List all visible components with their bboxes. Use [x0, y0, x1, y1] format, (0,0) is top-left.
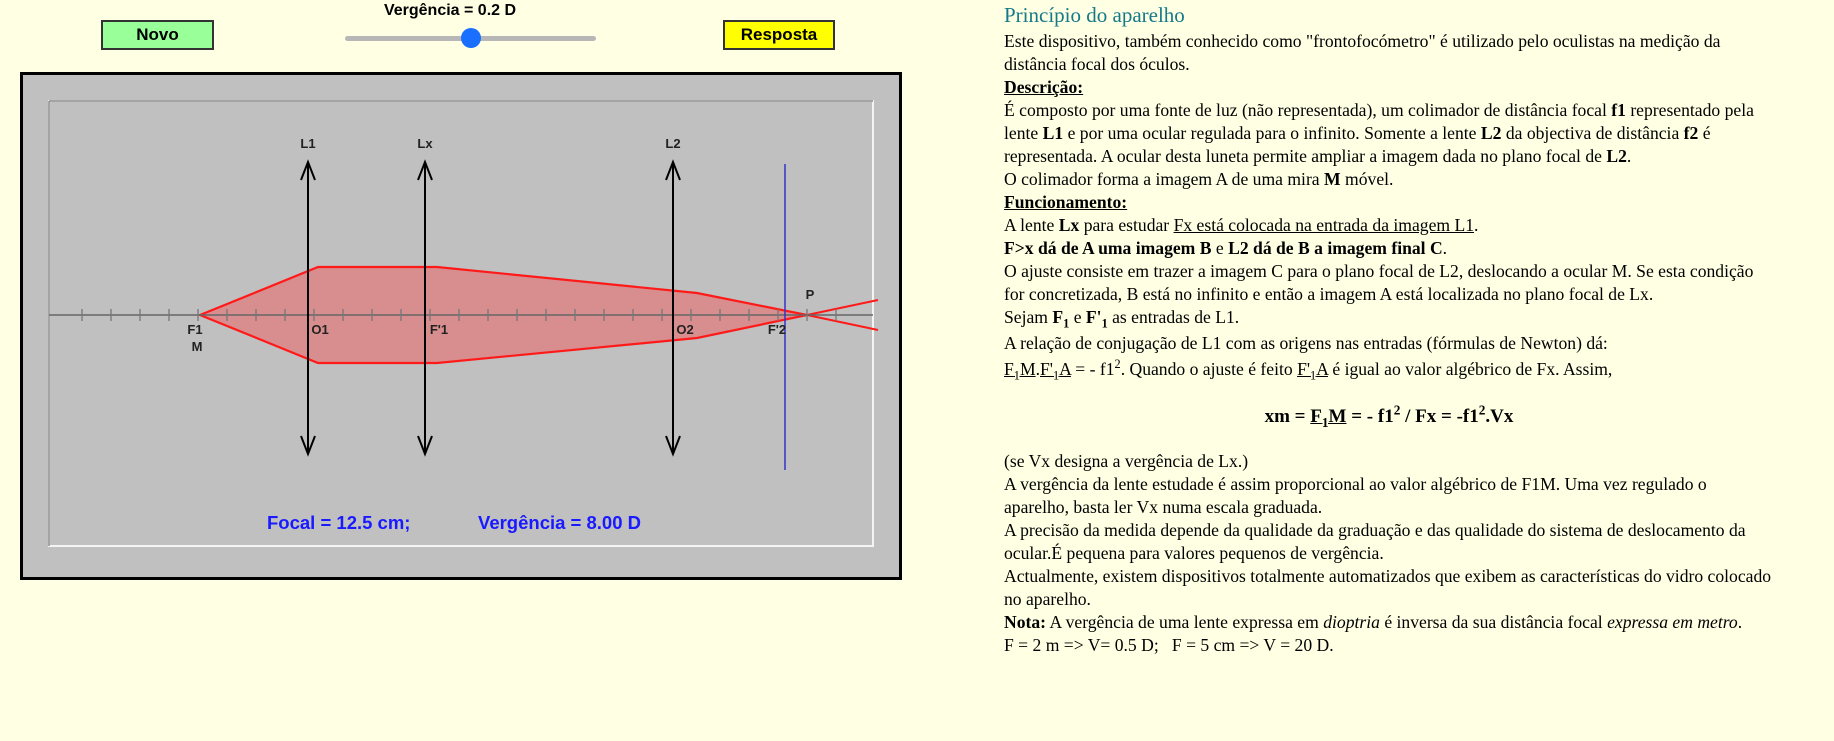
colimador-paragraph: O colimador forma a imagem A de uma mira M móvel.: [1004, 169, 1394, 189]
label-l2: L2: [665, 136, 681, 151]
funcionamento-bold-line: F>x dá de A uma imagem B e L2 dá de B a imagem final C.: [1004, 238, 1448, 258]
resposta-button[interactable]: Resposta: [723, 20, 835, 50]
sejam-line: Sejam $F_1$ e $F'_1$ as entradas de L1.: [1004, 307, 1240, 331]
funcionamento-paragraph: A lente Lx para estudar Fx está colocada na entrada da imagem L1.: [1004, 215, 1479, 235]
relacao-line: A relação de conjugação de L1 com as origens nas entradas (fórmulas de Newton) dá:: [1004, 333, 1608, 353]
section-title: Princípio do aparelho: [1004, 3, 1185, 27]
nota-paragraph: Nota: A vergência de uma lente expressa em dioptria é inversa da sua distância focal expressa em metro.: [1004, 612, 1743, 632]
actualmente-paragraph: Actualmente, existem dispositivos totalmente automatizados que exibem as características do vidro colocado no aparelho.: [1004, 566, 1772, 609]
explanation-panel: [1004, 2, 1774, 657]
exemplo-line: F = 2 m => V= 0.5 D; F = 5 cm => V = 20 D.: [1004, 635, 1334, 655]
descricao-heading: Descrição:: [1004, 77, 1084, 97]
label-fprime1: F'1: [429, 322, 449, 337]
se-vx-line: (se Vx designa a vergência de Lx.): [1004, 451, 1249, 471]
optical-diagram: [20, 72, 902, 580]
label-o2: O2: [676, 322, 694, 337]
vergencia-slider-label: Vergência = 0.2 D: [383, 2, 517, 19]
focal-readout: Focal = 12.5 cm;: [267, 512, 411, 533]
precisao-paragraph: A precisão da medida depende da qualidade da graduação e das qualidade do sistema de deslocamento da ocular.É pequena para valores pequenos de vergência.: [1004, 520, 1746, 563]
newton-line: $F_1M.F'_1A$ = - $f1^2$. Quando o ajuste é feito $F'_1A$ é igual ao valor algébrico de Fx. Assim,: [1004, 357, 1613, 383]
main-formula: xm = $F_1M$ = - $f1^2 / Fx = -f1^2.Vx$: [1264, 402, 1514, 430]
novo-button[interactable]: Novo: [101, 20, 214, 50]
label-o1: O1: [311, 322, 329, 337]
label-lx: Lx: [417, 136, 433, 151]
vergencia-paragraph: A vergência da lente estudade é assim proporcional ao valor algébrico de F1M. Uma vez regulado o aparelho, basta ler Vx numa escala graduada.: [1004, 474, 1707, 517]
descricao-paragraph: É composto por uma fonte de luz (não representada), um colimador de distância focal f1 representado pela lente L1 e por uma ocular regulada para o infinito. Somente a lente L2 da objectiva de distância f2 é representada. A ocular desta luneta permite ampliar a imagem dada no plano focal de L2.: [1004, 100, 1754, 166]
ajuste-paragraph: O ajuste consiste em trazer a imagem C para o plano focal de L2, deslocando a ocular M. Se esta condição for concretizada, B está no infinito e então a imagem A está localizada no plano focal de Lx.: [1004, 261, 1754, 304]
label-fprime2: F'2: [767, 322, 787, 337]
label-m: M: [191, 339, 203, 354]
funcionamento-heading: Funcionamento:: [1004, 192, 1128, 212]
label-l1: L1: [300, 136, 316, 151]
vergencia-readout: Vergência = 8.00 D: [478, 512, 642, 533]
intro-paragraph: Este dispositivo, também conhecido como "frontofocómetro" é utilizado pelo oculistas na medição da distância focal dos óculos.: [1004, 31, 1721, 74]
label-f1: F1: [187, 322, 203, 337]
label-p: P: [805, 287, 815, 302]
vergencia-slider-thumb[interactable]: [461, 28, 481, 48]
